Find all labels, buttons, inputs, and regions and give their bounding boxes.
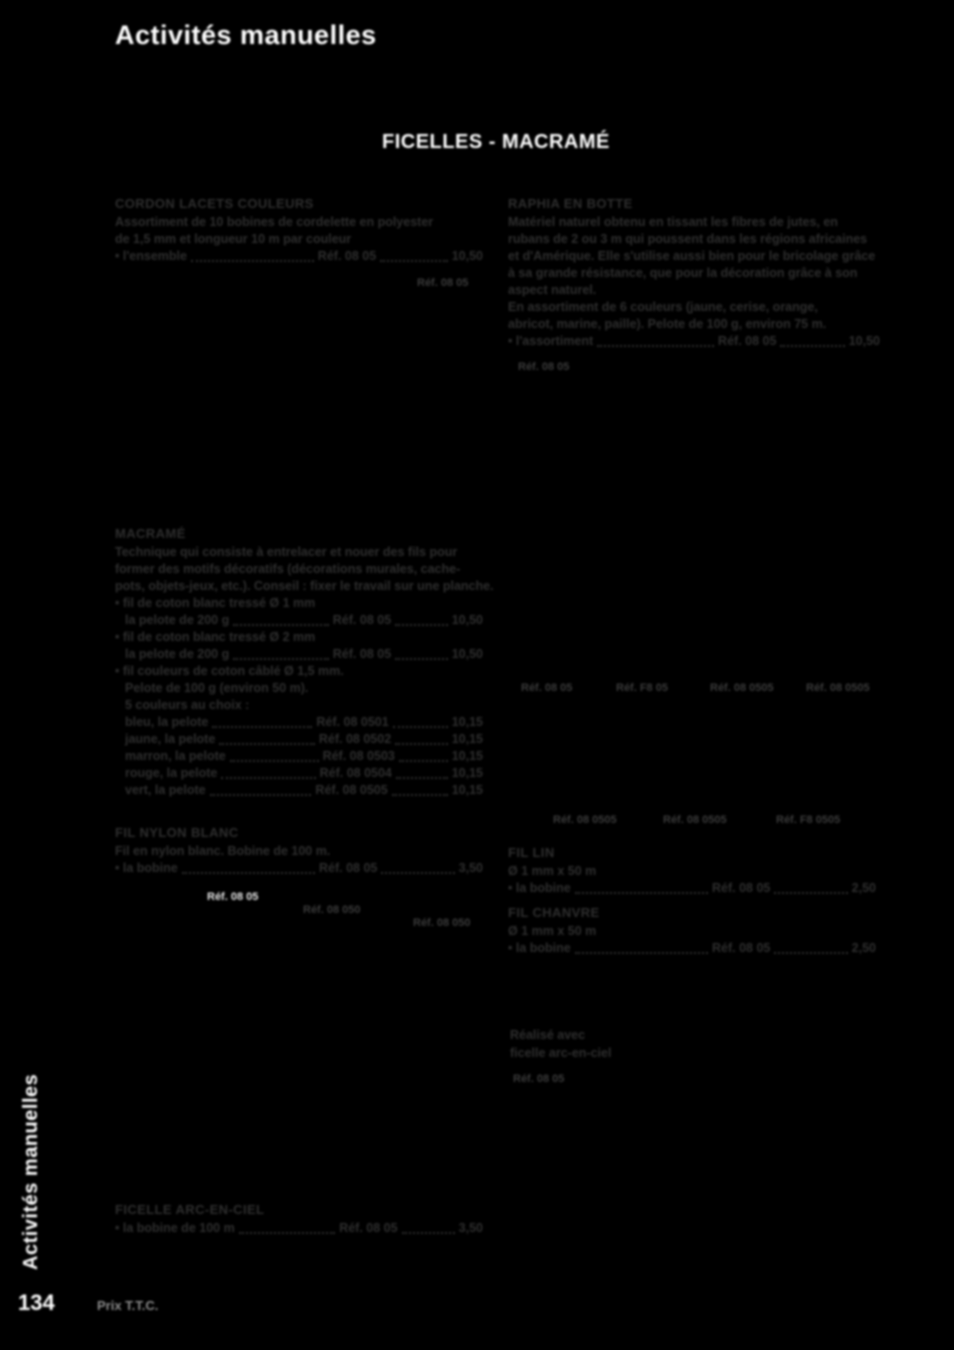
- price-label: la pelote de 200 g: [125, 613, 230, 627]
- block-desc-line: et d'Amérique. Elle s'utilise aussi bien pour le bricolage grâce: [508, 249, 876, 263]
- dotted-leader: [399, 760, 448, 762]
- photo-ref: Réf. F8 0505: [776, 814, 841, 826]
- ref-label: Réf. 08 0505: [315, 783, 388, 797]
- section-heading: FICELLES - MACRAMÉ: [382, 131, 610, 153]
- block-desc-line: aspect naturel.: [508, 283, 597, 297]
- product-block-fil-chanvre: [508, 904, 876, 957]
- ref-label: Réf. 08 0503: [322, 749, 395, 763]
- photo-ref: Réf. 08 0505: [806, 682, 870, 694]
- dotted-leader: [380, 260, 448, 262]
- price-label: • la bobine de 100 m: [115, 1221, 235, 1235]
- price-row: [115, 646, 483, 663]
- product-block-arc-en-ciel: [115, 1201, 483, 1237]
- bullet-intro: Pelote de 100 g (environ 50 m).: [125, 681, 309, 695]
- dotted-leader: [575, 952, 708, 954]
- dotted-leader: [210, 794, 312, 796]
- price-value: 10,15: [451, 766, 483, 780]
- price-row: [115, 1220, 483, 1237]
- product-block-fil-lin: [508, 844, 876, 897]
- block-desc-line: rubans de 2 ou 3 m qui poussent dans les régions africaines: [508, 232, 868, 246]
- bullet-intro: 5 couleurs au choix :: [125, 698, 250, 712]
- block-desc-line: Technique qui consiste à entrelacer et nouer des fils pour: [115, 545, 458, 559]
- ref-label: Réf. 08 05: [711, 941, 771, 955]
- dotted-leader: [774, 892, 847, 894]
- side-tab-label: Activités manuelles: [20, 1073, 42, 1270]
- dotted-leader: [182, 872, 315, 874]
- dotted-leader: [233, 658, 329, 660]
- ref-label: Réf. 08 05: [718, 334, 777, 348]
- block-desc-line: Ø 1 mm x 50 m: [508, 924, 597, 938]
- price-value: 2,50: [851, 941, 876, 955]
- price-row: [115, 714, 483, 731]
- product-block-nylon: [115, 824, 483, 877]
- dotted-leader: [597, 345, 714, 347]
- caption-line: ficelle arc-en-ciel: [510, 1046, 612, 1060]
- photo-ref: Réf. F8 05: [616, 682, 668, 694]
- price-label: • l'ensemble: [115, 249, 187, 263]
- price-row: [115, 782, 483, 799]
- block-heading: FICELLE ARC-EN-CIEL: [115, 1202, 265, 1217]
- dotted-leader: [381, 872, 454, 874]
- price-row: [508, 333, 880, 350]
- block-heading: MACRAMÉ: [115, 526, 186, 541]
- price-label: rouge, la pelote: [125, 766, 218, 780]
- ref-label: Réf. 08 05: [318, 861, 378, 875]
- price-value: 3,50: [458, 1221, 483, 1235]
- dotted-leader: [774, 952, 847, 954]
- price-label: • la bobine: [508, 881, 571, 895]
- photo-ref: Réf. 08 05: [513, 1073, 565, 1085]
- dotted-leader: [212, 726, 312, 728]
- photo-caption: [510, 1026, 611, 1062]
- ref-label: Réf. 08 05: [332, 613, 392, 627]
- price-label: • l'assortiment: [508, 334, 594, 348]
- price-row: [508, 940, 876, 957]
- dotted-leader: [230, 760, 319, 762]
- block-heading: FIL NYLON BLANC: [115, 825, 239, 840]
- ref-label: Réf. 08 05: [711, 881, 771, 895]
- price-value: 10,15: [451, 749, 483, 763]
- block-desc-line: En assortiment de 6 couleurs (jaune, cerise, orange,: [508, 300, 818, 314]
- dotted-leader: [233, 624, 329, 626]
- ref-label: Réf. 08 05: [317, 249, 377, 263]
- block-heading: CORDON LACETS COULEURS: [115, 196, 314, 211]
- photo-ref: Réf. 08 0505: [553, 814, 617, 826]
- dotted-leader: [239, 1232, 336, 1234]
- block-desc-line: Matériel naturel obtenu en tissant les fibres de jutes, en: [508, 215, 838, 229]
- photo-ref: Réf. 08 05: [518, 361, 570, 373]
- dotted-leader: [393, 726, 448, 728]
- dotted-leader: [780, 345, 844, 347]
- ref-label: Réf. 08 05: [339, 1221, 398, 1235]
- price-row: [115, 765, 483, 782]
- block-desc-line: de 1,5 mm et longueur 10 m par couleur: [115, 232, 352, 246]
- dotted-leader: [396, 777, 448, 779]
- page-number: 134: [18, 1290, 55, 1315]
- photo-ref: Réf. 08 05: [207, 891, 259, 903]
- block-desc-line: Assortiment de 10 bobines de cordelette en polyester: [115, 215, 434, 229]
- price-row: [115, 748, 483, 765]
- dotted-leader: [395, 624, 448, 626]
- photo-ref: Réf. 08 050: [303, 904, 361, 916]
- bullet-intro: • fil couleurs de coton câblé Ø 1,5 mm.: [115, 664, 344, 678]
- dotted-leader: [219, 743, 315, 745]
- dotted-leader: [392, 794, 448, 796]
- price-row: [115, 612, 483, 629]
- block-desc-line: Ø 1 mm x 50 m: [508, 864, 597, 878]
- block-desc-line: former des motifs décoratifs (décorations murales, cache-: [115, 562, 461, 576]
- price-label: marron, la pelote: [125, 749, 226, 763]
- price-value: 10,15: [451, 732, 483, 746]
- price-label: • la bobine: [115, 861, 178, 875]
- dotted-leader: [395, 743, 448, 745]
- ref-label: Réf. 08 0504: [319, 766, 392, 780]
- bullet-intro: • fil de coton blanc tressé Ø 1 mm: [115, 596, 316, 610]
- price-label: jaune, la pelote: [125, 732, 216, 746]
- price-row: [115, 731, 483, 748]
- price-value: 10,50: [848, 334, 880, 348]
- price-value: 10,50: [451, 249, 483, 263]
- price-label: la pelote de 200 g: [125, 647, 230, 661]
- page-title: Activités manuelles: [115, 20, 377, 50]
- ref-label: Réf. 08 0502: [318, 732, 392, 746]
- caption-line: Réalisé avec: [510, 1028, 586, 1042]
- price-label: vert, la pelote: [125, 783, 206, 797]
- price-value: 3,50: [458, 861, 483, 875]
- photo-ref: Réf. 08 0505: [710, 682, 774, 694]
- price-value: 10,15: [451, 715, 483, 729]
- photo-ref: Réf. 08 050: [413, 917, 471, 929]
- block-desc-line: abricot, marine, paille). Pelote de 100 g, environ 75 m.: [508, 317, 827, 331]
- price-row: [508, 880, 876, 897]
- photo-ref: Réf. 08 05: [521, 682, 573, 694]
- photo-ref: Réf. 08 05: [417, 277, 469, 289]
- product-block-macrame: [115, 525, 494, 799]
- price-label: bleu, la pelote: [125, 715, 209, 729]
- product-block-raphia: [508, 195, 880, 350]
- dotted-leader: [191, 260, 314, 262]
- ref-label: Réf. 08 0501: [316, 715, 389, 729]
- price-label: • la bobine: [508, 941, 571, 955]
- photo-ref: Réf. 08 0505: [663, 814, 727, 826]
- footer-note: Prix T.T.C.: [97, 1298, 159, 1313]
- price-value: 10,50: [451, 647, 483, 661]
- dotted-leader: [395, 658, 448, 660]
- block-heading: RAPHIA EN BOTTE: [508, 196, 633, 211]
- price-value: 2,50: [851, 881, 876, 895]
- price-row: [115, 248, 483, 265]
- bullet-intro: • fil de coton blanc tressé Ø 2 mm: [115, 630, 316, 644]
- block-desc-line: à sa grande résistance, que pour la décoration grâce à son: [508, 266, 858, 280]
- block-heading: FIL LIN: [508, 845, 555, 860]
- block-desc-line: Fil en nylon blanc. Bobine de 100 m.: [115, 844, 331, 858]
- dotted-leader: [575, 892, 708, 894]
- price-row: [115, 860, 483, 877]
- block-heading: FIL CHANVRE: [508, 905, 600, 920]
- dotted-leader: [402, 1232, 455, 1234]
- block-desc-line: pots, objets-jeux, etc.). Conseil : fixer le travail sur une planche.: [115, 579, 494, 593]
- price-value: 10,50: [451, 613, 483, 627]
- dotted-leader: [221, 777, 315, 779]
- price-value: 10,15: [451, 783, 483, 797]
- ref-label: Réf. 08 05: [332, 647, 392, 661]
- product-block-cordon: [115, 195, 483, 265]
